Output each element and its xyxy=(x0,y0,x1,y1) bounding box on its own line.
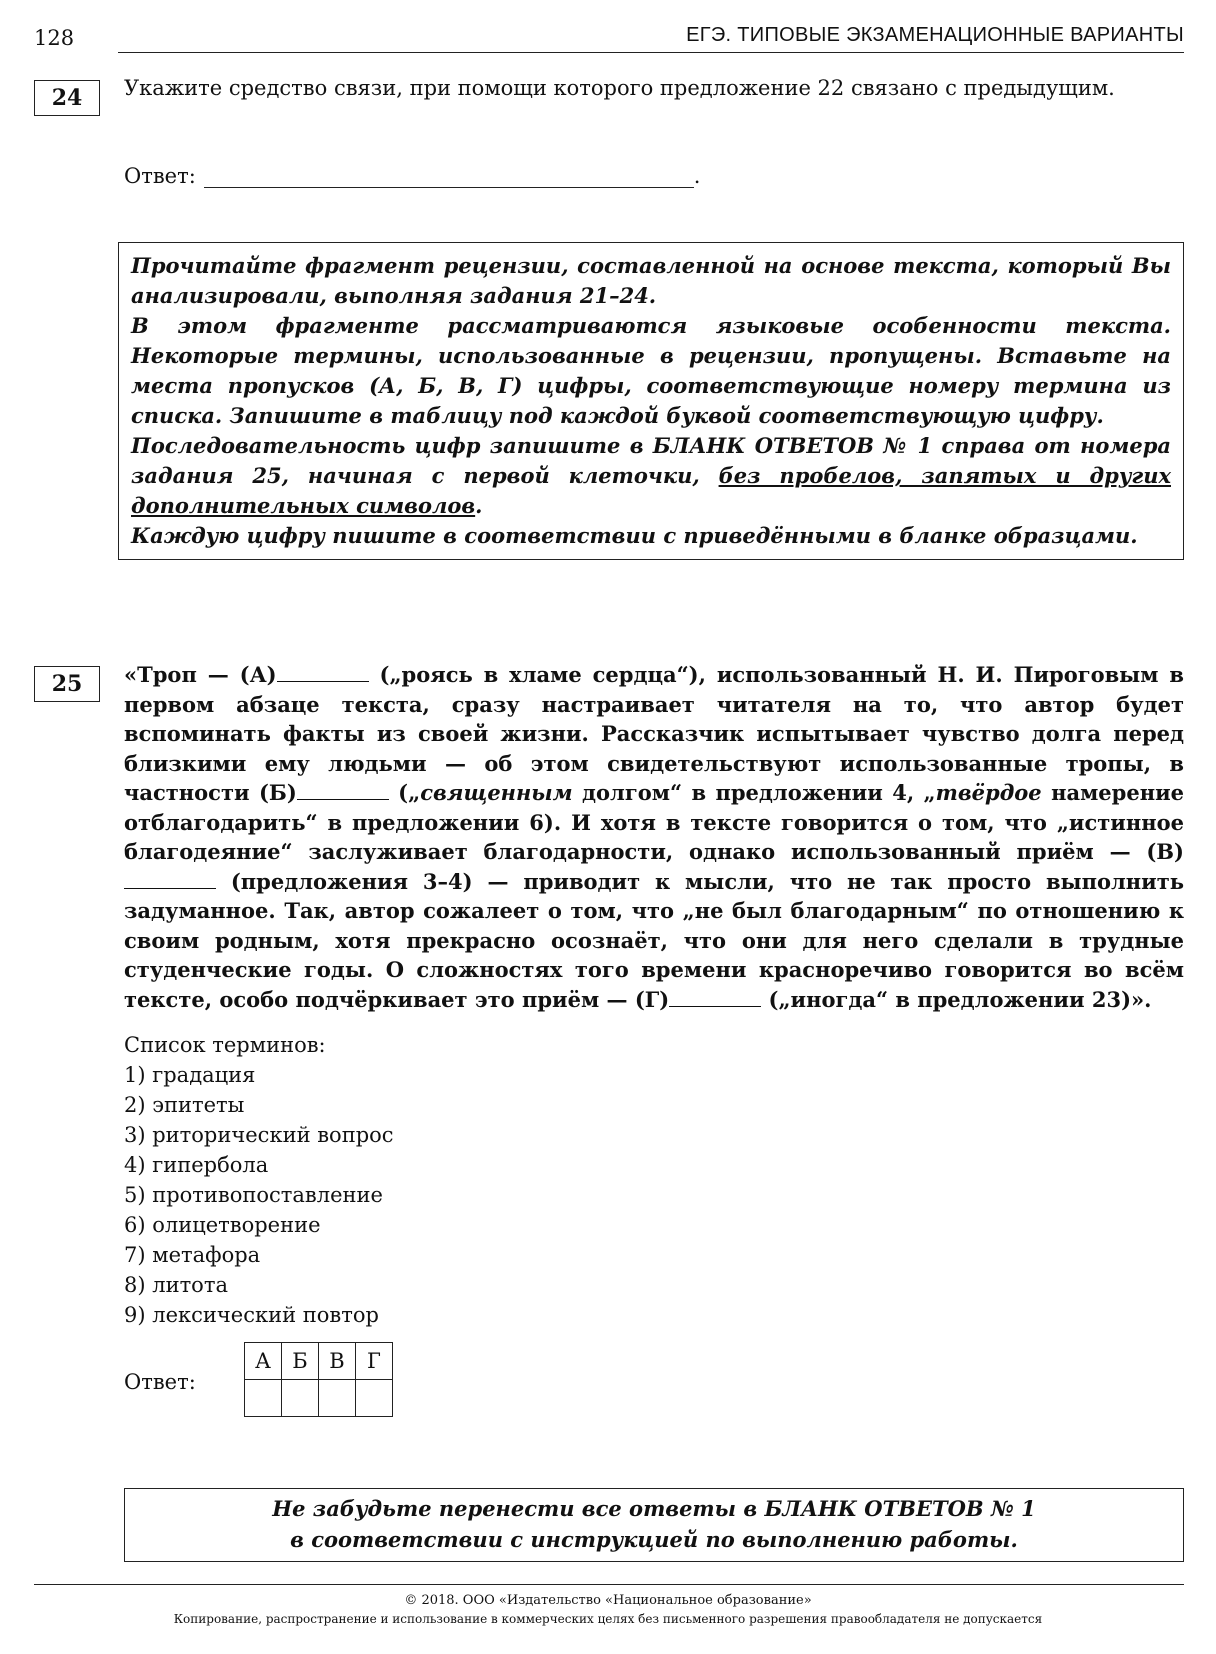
task-number-24: 24 xyxy=(34,80,100,116)
page-number: 128 xyxy=(34,26,75,50)
task-number-25: 25 xyxy=(34,666,100,702)
grid-header-g: Г xyxy=(356,1343,393,1380)
instruction-p3-underlined: без пробелов, запятых и других дополнительных символов xyxy=(131,463,1171,518)
list-item: 6) олицетворение xyxy=(124,1213,321,1237)
instruction-p1: Прочитайте фрагмент рецензии, составленной на основе текста, который Вы анализировали, выполняя задания 21–24. xyxy=(131,253,1171,308)
list-item: 4) гипербола xyxy=(124,1153,269,1177)
grid-header-v: В xyxy=(319,1343,356,1380)
text-part: намерение отблагодарить“ в предложении 6). И хотя в тексте говорится о том, что „истинное благодеяние“ заслуживает благодарности, однако использованный приём — (В) xyxy=(124,780,1185,864)
grid-cell-v[interactable] xyxy=(319,1380,356,1417)
blank-g xyxy=(669,988,761,1007)
blank-a xyxy=(277,663,369,682)
grid-cell-g[interactable] xyxy=(356,1380,393,1417)
text-part: („иногда“ в предложении 23)». xyxy=(761,986,1152,1012)
reminder-box xyxy=(124,1488,1184,1562)
grid-cell-b[interactable] xyxy=(282,1380,319,1417)
instruction-p2: В этом фрагменте рассматриваются языковые особенности текста. Некоторые термины, использованные в рецензии, пропущены. Вставьте на места пропусков (А, Б, В, Г) цифры, соответствующие номеру термина из списка. Запишите в таблицу под каждой буквой соответствующую цифру. xyxy=(131,313,1171,428)
blank-v xyxy=(124,870,216,889)
reminder-line-2: в соответствии с инструкцией по выполнению работы. xyxy=(290,1527,1018,1552)
answer-grid xyxy=(244,1342,393,1417)
task-24-answer: Ответ: . xyxy=(124,164,701,188)
instruction-p4: Каждую цифру пишите в соответствии с приведёнными в бланке образцами. xyxy=(131,523,1138,548)
text-part: („ xyxy=(388,780,421,805)
copyright: © 2018. ООО «Издательство «Национальное образование» xyxy=(404,1593,812,1608)
italic-word: священным xyxy=(420,780,573,805)
list-item: 5) противопоставление xyxy=(124,1183,383,1207)
header-rule xyxy=(118,52,1184,53)
text-part: долгом“ в предложении 4, „ xyxy=(572,780,936,805)
text-part: (предложения 3–4) — приводит к мысли, что не так просто выполнить задуманное. Так, автор сожалеет о том, что „не был благодарным“ по отношению к своим родным, хотя прекрасно осознаёт, что они для него сделали в трудные студенческие годы. О сложностях того времени красноречиво говорится во всём тексте, особо подчёркивает это приём — (Г) xyxy=(124,868,1184,1012)
list-item: 7) метафора xyxy=(124,1243,261,1267)
instruction-box xyxy=(118,242,1184,560)
reminder-line-1: Не забудьте перенести все ответы в БЛАНК ОТВЕТОВ № 1 xyxy=(272,1496,1036,1521)
instruction-p3-start: Последовательность цифр запишите в БЛАНК ОТВЕТОВ № 1 справа от номера задания 25, начиная с первой клеточки, xyxy=(131,433,1171,488)
copyright-notice: Копирование, распространение и использование в коммерческих целях без письменного разрешения правообладателя не допускается xyxy=(173,1612,1043,1626)
footer-rule xyxy=(34,1584,1184,1585)
italic-word: твёрдое xyxy=(935,780,1042,805)
list-item: 9) лексический повтор xyxy=(124,1303,379,1327)
answer-label: Ответ: xyxy=(124,164,196,188)
answer-line[interactable] xyxy=(204,167,694,188)
terms-title: Список терминов: xyxy=(124,1033,326,1057)
list-item: 3) риторический вопрос xyxy=(124,1123,394,1147)
list-item: 2) эпитеты xyxy=(124,1093,245,1117)
grid-header-b: Б xyxy=(282,1343,319,1380)
task-24-text: Укажите средство связи, при помощи которого предложение 22 связано с предыдущим. xyxy=(124,76,1115,100)
terms-list xyxy=(124,1030,394,1330)
text-part: «Троп — (А) xyxy=(124,662,277,687)
list-item: 1) градация xyxy=(124,1063,256,1087)
blank-b xyxy=(297,781,389,800)
running-header: ЕГЭ. ТИПОВЫЕ ЭКЗАМЕНАЦИОННЫЕ ВАРИАНТЫ xyxy=(686,24,1184,46)
grid-header-a: А xyxy=(245,1343,282,1380)
grid-cell-a[interactable] xyxy=(245,1380,282,1417)
text-part: („роясь в хламе сердца“), использованный Н. И. Пироговым в первом абзаце текста, сразу настраивает читателя на то, что автор будет вспоминать факты из своей жизни. Рассказчик испытывает чувство долга перед близкими ему людьми — об этом свидетельствуют использованные тропы, в частности (Б) xyxy=(124,662,1184,805)
answer-label: Ответ: xyxy=(124,1370,196,1394)
task-25-text xyxy=(124,660,1184,1014)
list-item: 8) литота xyxy=(124,1273,228,1297)
instruction-p3-end: . xyxy=(475,493,483,518)
instruction-p3 xyxy=(131,431,1171,521)
